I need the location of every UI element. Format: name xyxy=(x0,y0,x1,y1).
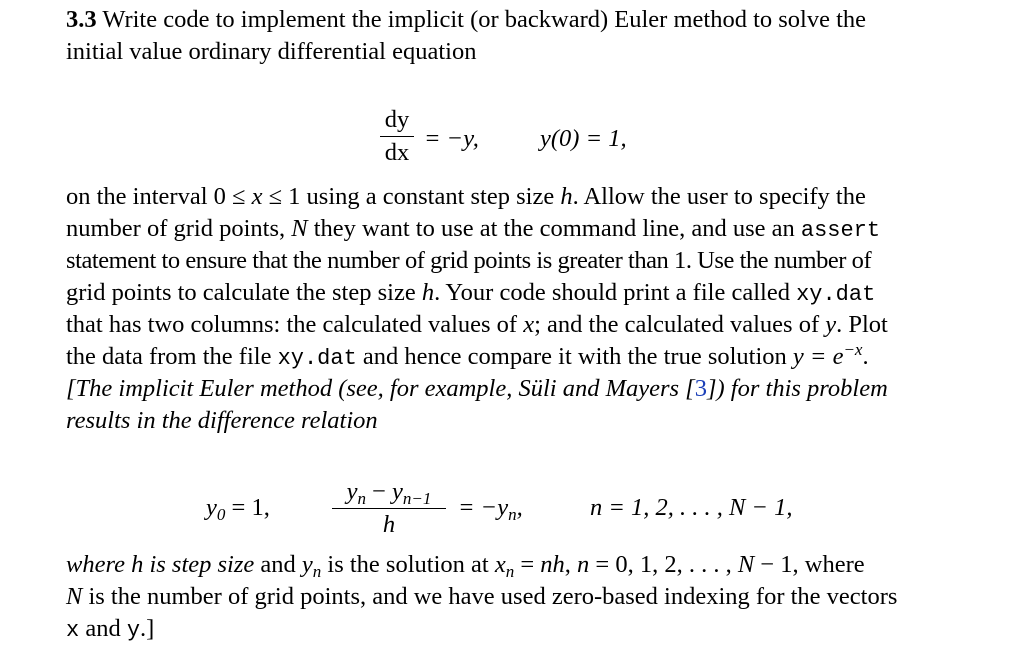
text-span: , xyxy=(564,551,578,578)
index-range: n = 1, 2, . . . , N − 1, xyxy=(590,494,793,521)
text-span: . Plot xyxy=(836,311,888,338)
difference-fraction xyxy=(332,478,446,539)
text-span: the data from the file xyxy=(66,343,278,370)
text-span: on the interval 0 ≤ xyxy=(66,183,252,210)
text-span: they want to use at the command line, and use an xyxy=(307,215,801,242)
subscript: n xyxy=(312,562,322,581)
code-x: x xyxy=(66,618,80,643)
difference-rhs xyxy=(458,494,523,522)
fraction-denominator: h xyxy=(382,511,396,538)
problem-intro-line-1 xyxy=(66,5,866,35)
text-span: = xyxy=(514,551,541,578)
math-y: y xyxy=(206,494,217,521)
text-span: ; and the calculated values of xyxy=(534,311,826,338)
paragraph-line-7 xyxy=(66,310,888,340)
code-filename: xy.dat xyxy=(277,346,357,371)
math-y: y xyxy=(346,478,358,505)
subscript: n xyxy=(508,505,517,524)
text-span: ≤ 1 using a constant step size xyxy=(262,183,561,210)
math-n: n xyxy=(577,551,590,578)
problem-intro-line-2 xyxy=(66,37,476,67)
subscript: 0 xyxy=(216,505,226,524)
text-span: and hence compare it with the true solution xyxy=(356,343,793,370)
math-y: y xyxy=(825,311,837,338)
problem-statement-cont: initial value ordinary differential equation xyxy=(66,38,477,65)
math-h: h xyxy=(421,279,435,306)
math-y: y xyxy=(392,478,403,505)
closing-line-11 xyxy=(66,550,865,580)
text-span: where h is step size xyxy=(66,551,255,578)
math-exponent: −x xyxy=(843,340,863,359)
text-span: ]) for this problem xyxy=(706,375,888,402)
citation-link[interactable]: 3 xyxy=(694,375,707,402)
paragraph-line-6 xyxy=(66,278,875,310)
text-span: = 0, 1, 2, . . . , xyxy=(589,551,738,578)
math-N: N xyxy=(66,583,83,610)
paragraph-line-3 xyxy=(66,182,866,212)
math-y: y xyxy=(301,551,313,578)
text-span: that has two columns: the calculated values of xyxy=(66,311,524,338)
math-x: x xyxy=(494,551,506,578)
fraction-numerator: dy xyxy=(384,106,410,133)
text-span: and xyxy=(254,551,302,578)
subscript: n xyxy=(505,562,515,581)
closing-line-13 xyxy=(66,614,154,646)
text-span: .] xyxy=(140,615,155,642)
derivative-fraction xyxy=(380,106,414,167)
minus-sign: − xyxy=(365,478,393,505)
text-span: . Allow the user to specify the xyxy=(572,183,866,210)
math-x: x xyxy=(523,311,535,338)
initial-value-y0 xyxy=(206,494,270,522)
code-filename: xy.dat xyxy=(796,282,876,307)
math-y: y xyxy=(792,343,804,370)
fraction-denominator: dx xyxy=(384,139,410,166)
text-span: and xyxy=(79,615,127,642)
subscript: n xyxy=(357,489,366,508)
fraction-numerator xyxy=(332,478,446,508)
subscript: n−1 xyxy=(402,489,432,508)
math-x: x xyxy=(251,183,263,210)
problem-page xyxy=(66,0,966,645)
closing-line-12 xyxy=(66,582,897,612)
paragraph-line-9 xyxy=(66,374,888,404)
initial-condition: y(0) = 1, xyxy=(540,125,627,152)
math-exp: = e xyxy=(803,343,844,370)
text-span: , xyxy=(516,494,523,521)
code-assert: assert xyxy=(800,218,881,243)
ode-rhs: = −y, xyxy=(424,125,479,152)
code-y: y xyxy=(126,618,141,643)
text-span: is the solution at xyxy=(321,551,495,578)
problem-number: 3.3 xyxy=(66,6,97,33)
text-span: statement to ensure that the number of grid points is greater than 1. Use the number of xyxy=(66,247,872,274)
text-span: . Your code should print a file called xyxy=(434,279,797,306)
math-rhs: = 1, xyxy=(225,494,270,521)
text-span: . xyxy=(862,343,869,370)
math-N: N xyxy=(737,551,755,578)
text-span: grid points to calculate the step size xyxy=(66,279,422,306)
paragraph-line-8 xyxy=(66,342,869,374)
paragraph-line-5 xyxy=(66,246,871,276)
math-N: N xyxy=(291,215,308,242)
math-nh: nh xyxy=(540,551,565,578)
problem-statement-start: Write code to implement the implicit (or backward) Euler method to solve the xyxy=(102,6,867,33)
math-h: h xyxy=(560,183,573,210)
text-span: − 1, where xyxy=(754,551,865,578)
text-span: [The implicit Euler method (see, for example, Süli and Mayers [ xyxy=(66,375,695,402)
text-span: is the number of grid points, and we have used zero-based indexing for the vectors xyxy=(82,583,898,610)
text-span: results in the difference relation xyxy=(66,407,378,434)
text-span: number of grid points, xyxy=(66,215,292,242)
paragraph-line-10 xyxy=(66,406,378,436)
math-rhs: = −y xyxy=(458,494,509,521)
paragraph-line-4 xyxy=(66,214,880,246)
